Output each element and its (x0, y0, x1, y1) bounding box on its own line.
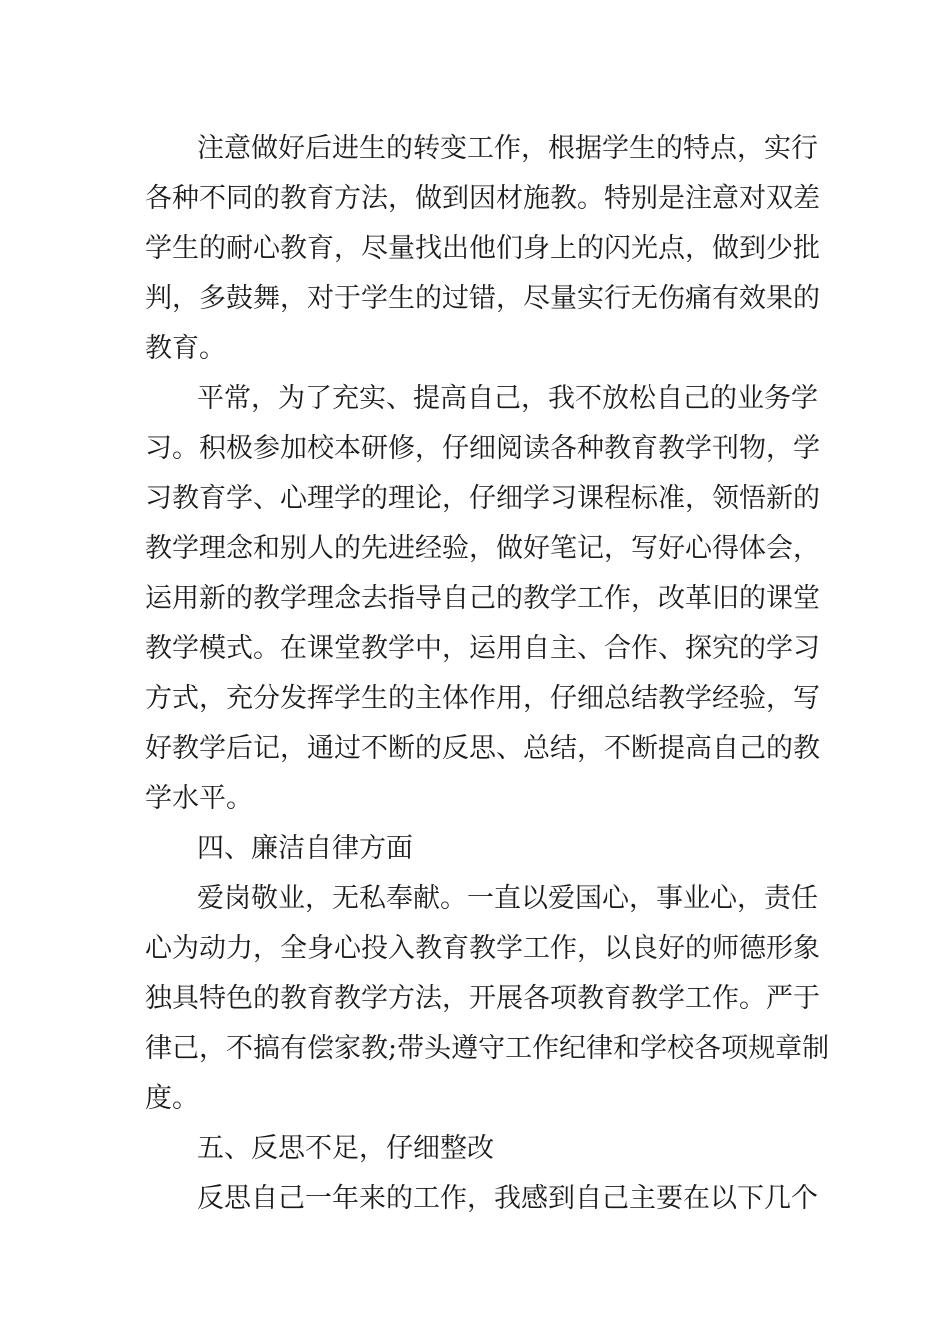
text-line: 学水平。 (145, 783, 253, 814)
text-line: 教学理念和别人的先进经验，做好笔记，写好心得体会， (145, 533, 820, 564)
text-line: 好教学后记，通过不断的反思、总结，不断提高自己的教 (145, 733, 820, 764)
section-heading: 四、廉洁自律方面 (197, 833, 413, 864)
text-line: 心为动力，全身心投入教育教学工作，以良好的师德形象 (145, 933, 820, 964)
paragraph-reflection-intro (145, 1174, 818, 1224)
paragraph-underachiever-support (145, 124, 820, 374)
text-line: 习。积极参加校本研修，仔细阅读各种教育教学刊物，学 (145, 433, 820, 464)
text-line: 注意做好后进生的转变工作，根据学生的特点，实行 (197, 133, 818, 164)
text-line: 爱岗敬业，无私奉献。一直以爱国心，事业心，责任 (197, 883, 818, 914)
section-heading-reflection (145, 1124, 810, 1174)
text-line: 度。 (145, 1083, 199, 1114)
paragraph-professional-study (145, 374, 820, 824)
text-line: 学生的耐心教育，尽量找出他们身上的闪光点，做到少批 (145, 233, 820, 264)
text-line: 教育。 (145, 333, 226, 364)
text-line: 律己，不搞有偿家教;带头遵守工作纪律和学校各项规章制 (145, 1033, 830, 1064)
text-line: 反思自己一年来的工作，我感到自己主要在以下几个 (197, 1183, 818, 1214)
text-line: 各种不同的教育方法，做到因材施教。特别是注意对双差 (145, 183, 820, 214)
text-line: 方式，充分发挥学生的主体作用，仔细总结教学经验，写 (145, 683, 820, 714)
paragraph-dedication (145, 874, 830, 1124)
text-line: 教学模式。在课堂教学中，运用自主、合作、探究的学习 (145, 633, 820, 664)
section-heading: 五、反思不足，仔细整改 (197, 1133, 494, 1164)
document-body (145, 124, 830, 1224)
text-line: 判，多鼓舞，对于学生的过错，尽量实行无伤痛有效果的 (145, 283, 820, 314)
text-line: 习教育学、心理学的理论，仔细学习课程标准，领悟新的 (145, 483, 820, 514)
text-line: 平常，为了充实、提高自己，我不放松自己的业务学 (197, 383, 818, 414)
text-line: 运用新的教学理念去指导自己的教学工作，改革旧的课堂 (145, 583, 820, 614)
text-line: 独具特色的教育教学方法，开展各项教育教学工作。严于 (145, 983, 820, 1014)
section-heading-integrity (145, 824, 810, 874)
